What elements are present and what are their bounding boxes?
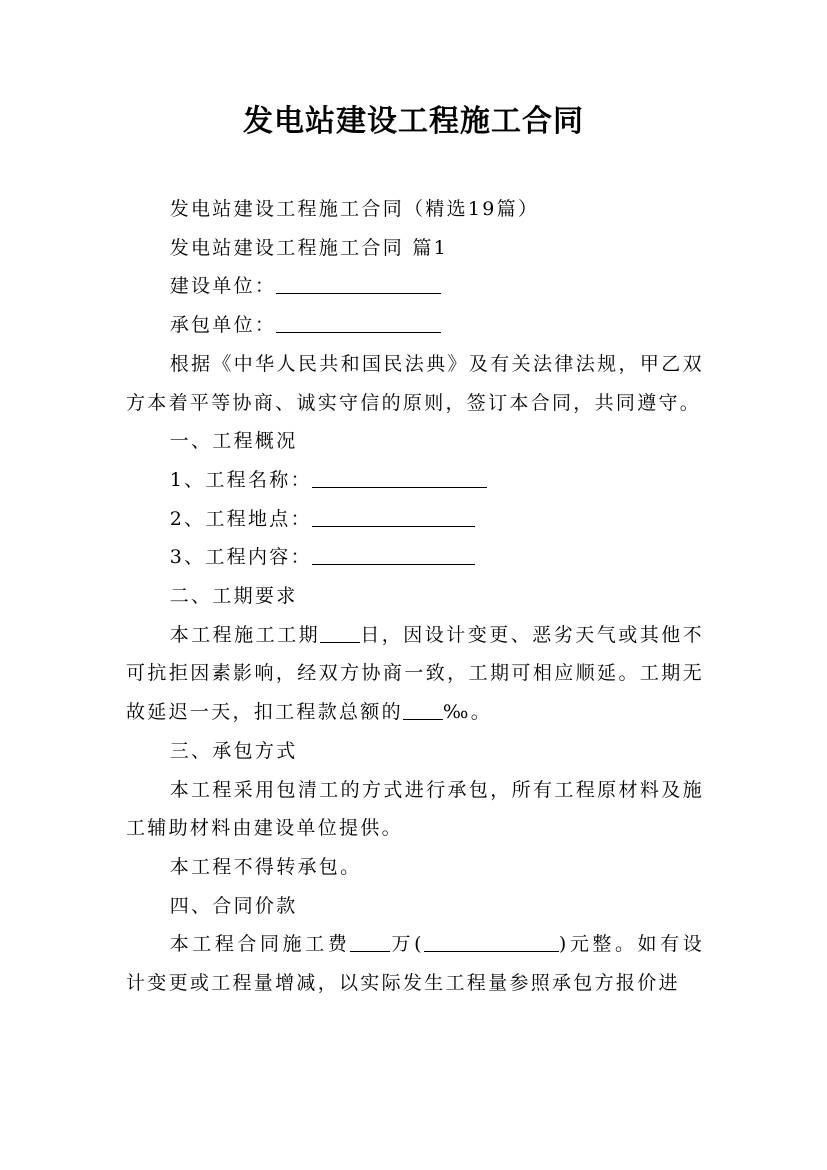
contract-price-words-blank — [424, 932, 559, 952]
project-name-label: 1、工程名称： — [169, 468, 312, 491]
contract-price-text-c: )元整。如有设计变更或工程量增减，以实际发生工程量参照承包方报价进 — [126, 933, 704, 995]
paragraph-legal-basis: 根据《中华人民共和国民法典》及有关法律法规，甲乙双方本着平等协商、诚实守信的原则，签订本合同，共同遵守。 — [126, 352, 704, 414]
paragraph-no-subcontract: 本工程不得转承包。 — [169, 855, 362, 878]
contractor-unit-blank — [276, 313, 441, 333]
paragraph-construction-unit — [126, 267, 704, 306]
paragraph-project-name — [126, 461, 704, 500]
project-location-blank — [312, 507, 475, 527]
schedule-text-b: 日，因设计变更、恶劣天气或其他不可抗拒因素影响，经双方协商一致，工期可相应顺延。工期无故延迟一天，扣工程款总额的 — [126, 623, 704, 724]
contract-price-amount-blank — [350, 932, 390, 952]
document-title: 发电站建设工程施工合同 — [243, 104, 584, 139]
construction-unit-label: 建设单位： — [169, 275, 277, 298]
project-content-blank — [312, 545, 475, 565]
project-location-label: 2、工程地点： — [169, 507, 312, 530]
document-body — [126, 190, 704, 1003]
project-content-label: 3、工程内容： — [169, 546, 312, 569]
paragraph-contract-part-1: 发电站建设工程施工合同 篇1 — [169, 236, 449, 259]
schedule-text-c: ‰。 — [442, 701, 493, 724]
section-heading-schedule: 二、工期要求 — [169, 585, 298, 608]
construction-unit-blank — [276, 274, 441, 294]
section-heading-contract-method: 三、承包方式 — [169, 739, 298, 762]
contract-price-text-a: 本工程合同施工费 — [169, 933, 351, 956]
paragraph-contract-price — [126, 925, 704, 1002]
contractor-unit-label: 承包单位： — [169, 314, 277, 337]
paragraph-contract-method: 本工程采用包清工的方式进行承包，所有工程原材料及施工辅助材料由建设单位提供。 — [126, 778, 704, 840]
project-name-blank — [312, 468, 487, 488]
schedule-penalty-blank — [403, 700, 443, 720]
paragraph-contract-collection: 发电站建设工程施工合同（精选19篇） — [169, 198, 540, 220]
contract-price-text-b: 万( — [390, 933, 424, 956]
section-heading-overview: 一、工程概况 — [169, 430, 298, 453]
paragraph-project-location — [126, 500, 704, 539]
schedule-text-a: 本工程施工工期 — [169, 623, 321, 646]
paragraph-schedule — [126, 616, 704, 732]
schedule-days-blank — [320, 623, 360, 643]
paragraph-contractor-unit — [126, 306, 704, 345]
section-heading-contract-price: 四、合同价款 — [169, 894, 298, 917]
paragraph-project-content — [126, 538, 704, 577]
